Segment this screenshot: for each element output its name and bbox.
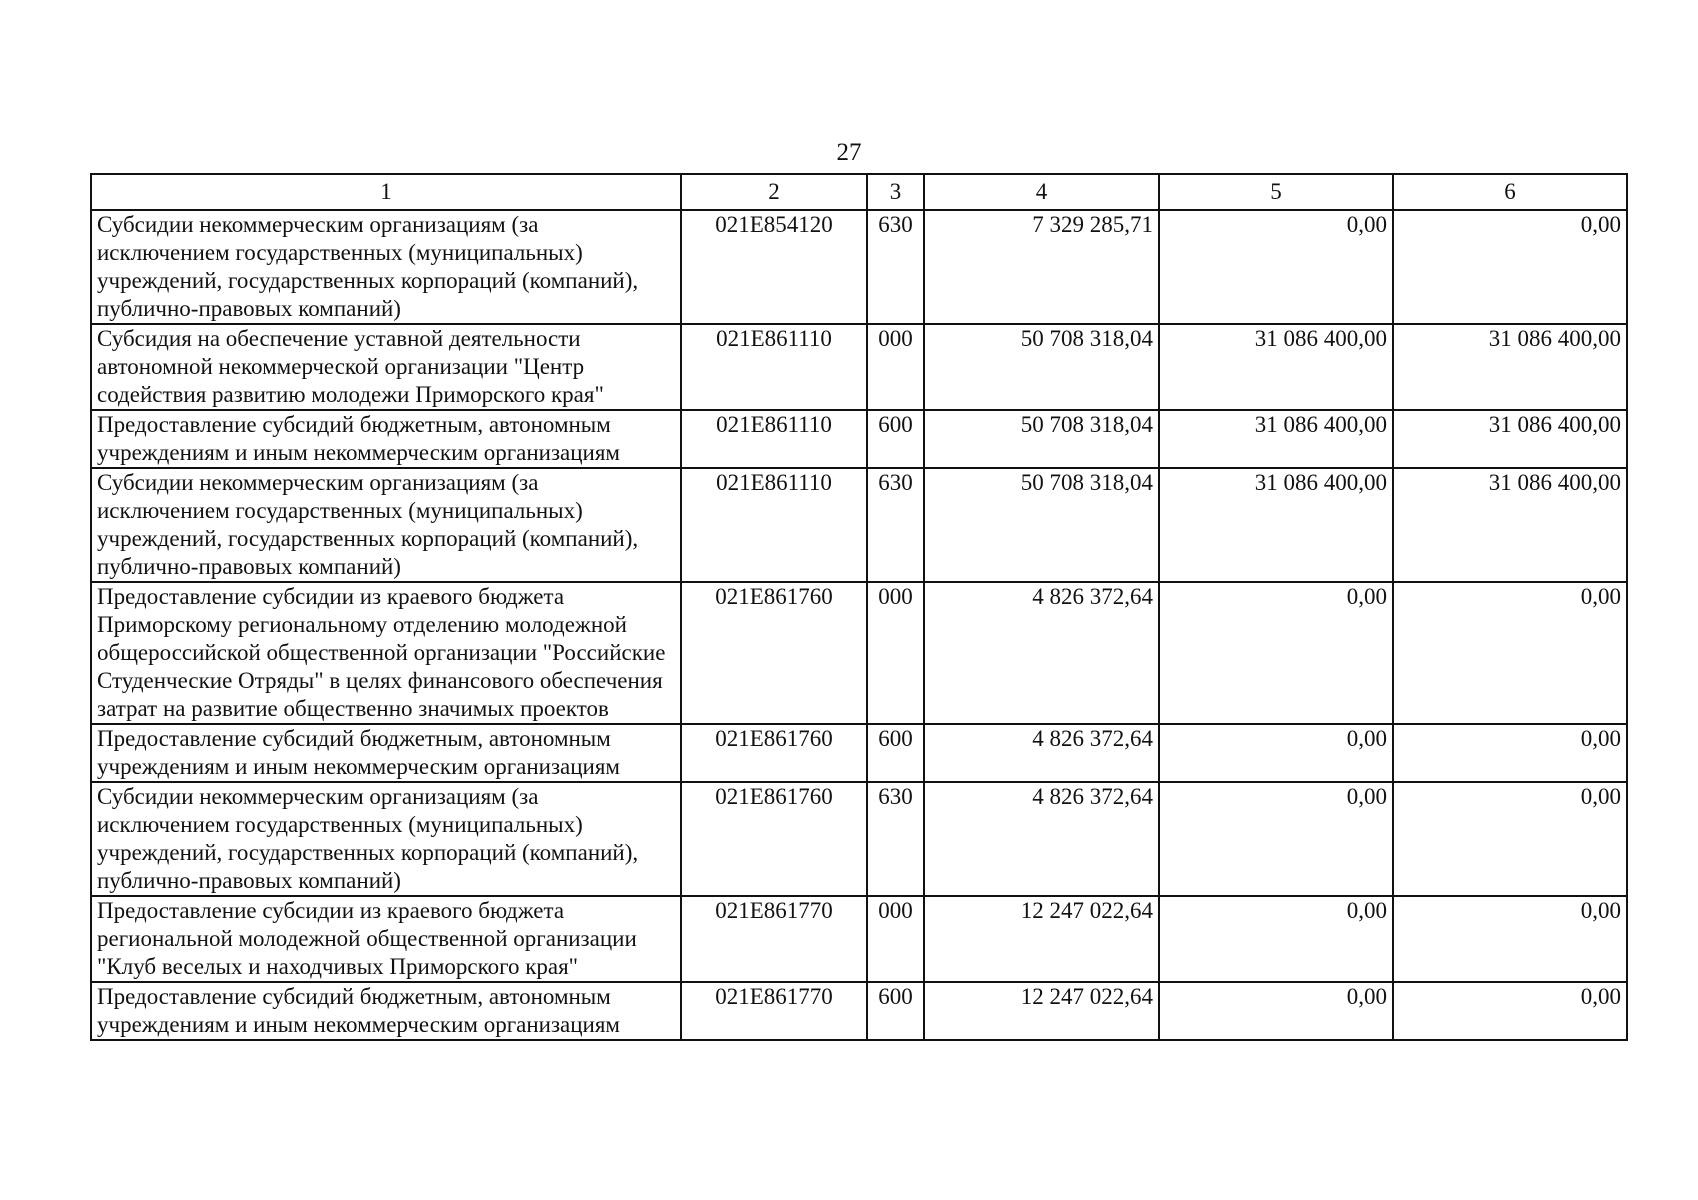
row-value-5: 31 086 400,00 [1159,468,1393,582]
row-value-6: 31 086 400,00 [1393,410,1627,468]
row-value-4: 4 826 372,64 [924,782,1159,896]
row-code: 021E861110 [681,410,867,468]
column-header-5: 5 [1159,174,1393,210]
row-name: Предоставление субсидии из краевого бюджета Приморскому региональному отделению молодежной общероссийской общественной организации "Российские Студенческие Отряды" в целях финансового обеспечения затрат на развитие общественно значимых проектов [91,582,681,724]
row-type: 000 [867,324,924,410]
row-value-6: 0,00 [1393,896,1627,982]
budget-table [90,173,1628,1041]
row-value-5: 31 086 400,00 [1159,324,1393,410]
row-type: 600 [867,982,924,1040]
row-value-6: 0,00 [1393,782,1627,896]
row-type: 630 [867,468,924,582]
row-value-6: 0,00 [1393,982,1627,1040]
column-header-2: 2 [681,174,867,210]
table-row [91,468,1627,582]
table-row [91,782,1627,896]
row-value-4: 4 826 372,64 [924,724,1159,782]
row-type: 000 [867,896,924,982]
row-name: Субсидии некоммерческим организациям (за исключением государственных (муниципальных) учреждений, государственных корпораций (компаний), публично-правовых компаний) [91,782,681,896]
row-name: Субсидии некоммерческим организациям (за исключением государственных (муниципальных) учреждений, государственных корпораций (компаний), публично-правовых компаний) [91,468,681,582]
row-code: 021E861760 [681,782,867,896]
table-row [91,896,1627,982]
table-row [91,724,1627,782]
table-row [91,324,1627,410]
row-value-6: 0,00 [1393,210,1627,324]
row-type: 600 [867,724,924,782]
row-value-5: 31 086 400,00 [1159,410,1393,468]
row-value-5: 0,00 [1159,210,1393,324]
table-row [91,582,1627,724]
row-value-6: 0,00 [1393,724,1627,782]
row-value-4: 12 247 022,64 [924,896,1159,982]
row-value-4: 50 708 318,04 [924,410,1159,468]
row-code: 021E854120 [681,210,867,324]
row-name: Предоставление субсидий бюджетным, автономным учреждениям и иным некоммерческим организациям [91,724,681,782]
row-value-5: 0,00 [1159,896,1393,982]
row-type: 630 [867,782,924,896]
table-row [91,982,1627,1040]
row-code: 021E861770 [681,982,867,1040]
column-header-3: 3 [867,174,924,210]
row-code: 021E861760 [681,724,867,782]
row-value-5: 0,00 [1159,982,1393,1040]
row-code: 021E861770 [681,896,867,982]
row-name: Предоставление субсидии из краевого бюджета региональной молодежной общественной организации "Клуб веселых и находчивых Приморского края" [91,896,681,982]
header-row [91,174,1627,210]
page-number: 27 [836,139,862,166]
row-code: 021E861110 [681,468,867,582]
row-value-4: 12 247 022,64 [924,982,1159,1040]
column-header-6: 6 [1393,174,1627,210]
row-value-4: 4 826 372,64 [924,582,1159,724]
row-code: 021E861110 [681,324,867,410]
column-header-4: 4 [924,174,1159,210]
row-value-4: 50 708 318,04 [924,468,1159,582]
row-type: 630 [867,210,924,324]
row-value-6: 0,00 [1393,582,1627,724]
table-row [91,410,1627,468]
row-value-5: 0,00 [1159,724,1393,782]
row-value-6: 31 086 400,00 [1393,468,1627,582]
row-name: Субсидия на обеспечение уставной деятельности автономной некоммерческой организации "Центр содействия развитию молодежи Приморского края" [91,324,681,410]
table-row [91,210,1627,324]
column-header-1: 1 [91,174,681,210]
row-name: Субсидии некоммерческим организациям (за исключением государственных (муниципальных) учреждений, государственных корпораций (компаний), публично-правовых компаний) [91,210,681,324]
row-code: 021E861760 [681,582,867,724]
row-value-5: 0,00 [1159,582,1393,724]
row-value-4: 50 708 318,04 [924,324,1159,410]
row-name: Предоставление субсидий бюджетным, автономным учреждениям и иным некоммерческим организациям [91,410,681,468]
row-value-6: 31 086 400,00 [1393,324,1627,410]
row-type: 600 [867,410,924,468]
row-name: Предоставление субсидий бюджетным, автономным учреждениям и иным некоммерческим организациям [91,982,681,1040]
row-type: 000 [867,582,924,724]
row-value-5: 0,00 [1159,782,1393,896]
row-value-4: 7 329 285,71 [924,210,1159,324]
